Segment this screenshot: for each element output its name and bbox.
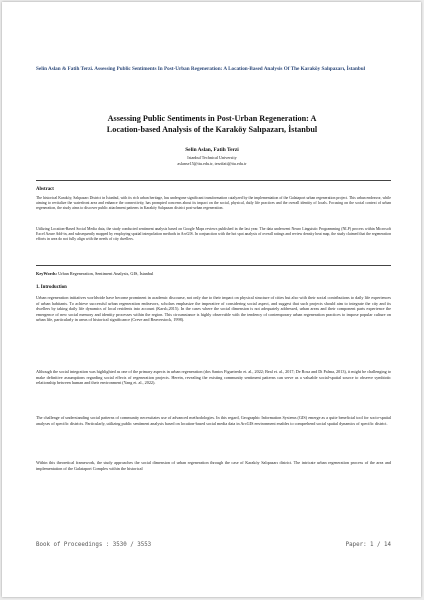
section-heading: 1. Introduction (36, 285, 67, 290)
body-paragraph: The challenge of understanding social patterns of community necessitates use of advanced methodologies. In this regard, Geographic Information Systems (GIS) emerge as a quite beneficial tool for socio-spatial analyses of specific districts. Particularly, utilizing public sentiment analysis based on location-based social media data in ArcGIS environment enables to comprehend social spatial dynamics of specific district. (36, 415, 391, 426)
body-paragraph: Although the social integration was highlighted as one of the primary aspects in urban regeneration (dos Santos Figueiredo et. al., 2022; Beal et. al., 2017; De Rosa and Di Palma, 2013), it might be challenging to make definitive assumptions regarding social effects of regeneration projects. Herein, revealing the existing community sentiment patterns can serve as a valuable social-spatial source to observe symbiotic relationship between human and their environment (Yang et. al., 2022). (36, 369, 391, 386)
author-affiliation: Istanbul Technical University (187, 155, 237, 160)
abstract-top-rule (36, 180, 391, 181)
proceedings-page-counter: Book of Proceedings : 3530 / 3553 (36, 542, 152, 548)
paper-title (42, 113, 382, 135)
paper-page-counter: Paper: 1 / 14 (345, 542, 391, 548)
running-header: Selin Aslan & Fatih Terzi. Assessing Public Sentiments In Post-Urban Regeneration: A Location-Based Analysis Of The Karaköy Salıpazarı, İstanbul (36, 66, 366, 72)
body-paragraph: Within this theoretical framework, the study approaches the social dimension of urban regeneration through the case of Karaköy Salıpazarı district. The intricate urban regeneration process of the area and implementation of the Galataport Complex within the historical (36, 460, 391, 471)
paper-title-line-2: Location-based Analysis of the Karaköy Salıpazarı, İstanbul (106, 125, 318, 134)
abstract-heading: Abstract (36, 187, 54, 192)
abstract-paragraph: The historical Karaköy, Salıpazarı District in İstanbul, with its rich urban heritage, has undergone significant transformation catalyzed by the implementation of the Galataport urban regeneration project. This urban endeavor, while aiming to revitalize the waterfront area and enhance the connectivity, has prompted concerns about its impact on the social, physical, daily life practices and the overall identity of locals. Focusing on the social context of urban regeneration, the study aims to discover public attachment patterns in Karaköy Salıpazarı district post-urban regeneration. (36, 196, 391, 210)
author-emails: aslanse15@itu.edu.tr, terzifati@itu.edu.tr (177, 161, 247, 166)
abstract-paragraph: Utilizing Location-Based Social Media data, the study conducted sentiment analysis based on Google Maps reviews published in the last year. The data underwent Neuro Linguistic Programming (NLP) process within Microsoft Excel Azure Add-in, and subsequently mapped by employing spatial interpolation methods in ArcGIS. In conjunction with the hot spot analysis of overall ratings and review density heat map, the study claimed that the regeneration efforts in area do not fully align with the needs of city dwellers. (36, 227, 391, 241)
paper-page (2, 2, 421, 597)
body-paragraph: Urban regeneration initiatives worldwide have become prominent in academic discourse, not only due to their impact on physical structure of cities but also with their social contributions to daily life experiences of urban habitants. To achieve successful urban regeneration endeavors, scholars emphasize the imperative of considering social aspect, and suggest that such projects should aim to integrate the city and its dwellers by taking daily life dynamics of local residents into account (Karslı,2015). In the cases where the social dimension is not adequately addressed, urban areas and their component parts experience the emergence of new social memory and identity processes within the region. This circumstance is highly observable with the tendency of contemporary urban regeneration practices to impose popular culture on urban life, particularly in areas of historical significance (Creve and Beaverstock, 1998). (36, 295, 391, 323)
keywords-label: KeyWords: (36, 271, 58, 276)
author-names: Selin Aslan, Fatih Terzi (185, 147, 239, 153)
keywords-line (36, 271, 391, 276)
abstract-bottom-rule (36, 265, 391, 266)
paper-title-line-1: Assessing Public Sentiments in Post-Urban Regeneration: A (107, 114, 317, 123)
keywords-value: Urban Regeneration, Sentiment Analysis, GIS, İstanbul (58, 271, 154, 276)
